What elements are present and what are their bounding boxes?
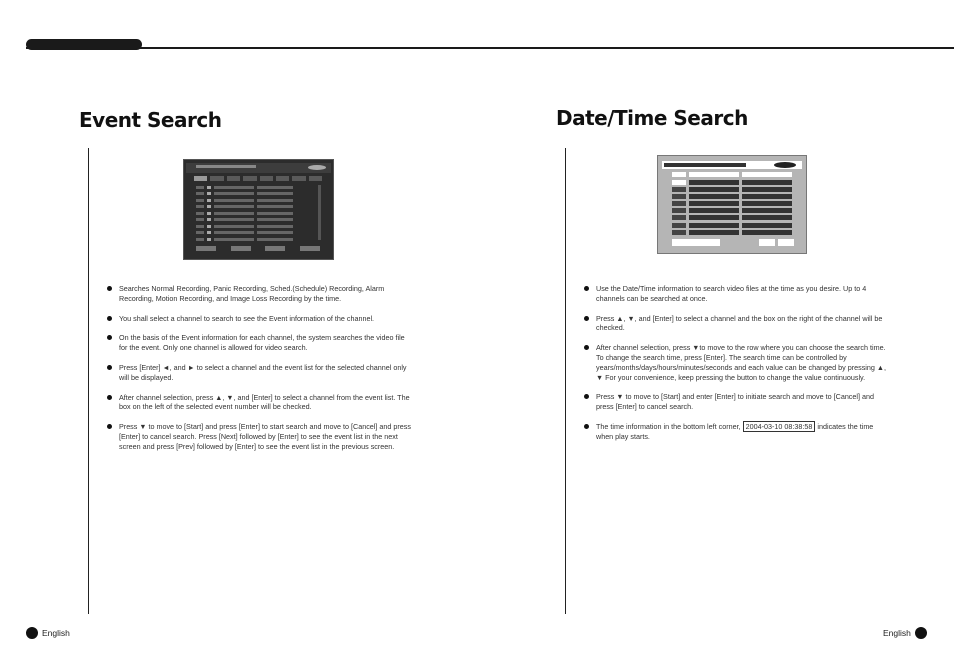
bullet-item: Press [Enter] ◄, and ► to select a channel and the event list for the selected channel only will be displayed.: [107, 363, 412, 383]
right-column-rule: [565, 148, 566, 614]
footer-language: English: [42, 628, 70, 638]
right-footer: [883, 627, 927, 639]
bullet-item: Press ▼ to move to [Start] and press [Enter] to start search and move to [Cancel] and press [Enter] to cancel search. Press [Next] followed by [Enter] to see the event list in the next screen and press [Prev] followed by [Enter] to see the event list in the previous screen.: [107, 422, 412, 451]
date-time-search-title: Date/Time Search: [556, 106, 748, 130]
bullet-item: The time information in the bottom left corner, 2004-03-10 08:38:58 indicates the time when play starts.: [584, 422, 890, 442]
bullet-item: After channel selection, press ▲, ▼, and [Enter] to select a channel from the event list. The box on the left of the selected event number will be checked.: [107, 393, 412, 413]
list-scrollbar: [318, 185, 321, 240]
bullet-item: Press ▼ to move to [Start] and enter [Enter] to initiate search and move to [Cancel] and press [Enter] to cancel search.: [584, 392, 890, 412]
event-search-bullets: [107, 284, 412, 462]
bullet-item: Searches Normal Recording, Panic Recording, Sched.(Schedule) Recording, Alarm Recording, Motion Recording, and Image Loss Recording by the time.: [107, 284, 412, 304]
date-time-search-bullets: [584, 284, 890, 452]
samsung-logo-icon: [308, 165, 326, 170]
bullet-item: On the basis of the Event information for each channel, the system searches the video file for the event. Only one channel is allowed for video search.: [107, 333, 412, 353]
screenshot-columns: [672, 172, 792, 177]
screenshot-buttons: [196, 246, 320, 251]
event-list: [196, 185, 318, 244]
screenshot-header: [662, 161, 802, 169]
bullet-item: You shall select a channel to search to see the Event information of the channel.: [107, 314, 412, 324]
left-column-rule: [88, 148, 89, 614]
event-search-screenshot: [183, 159, 334, 260]
left-footer: [26, 627, 70, 639]
date-time-search-screenshot: [657, 155, 807, 254]
screenshot-header: [186, 163, 331, 173]
channel-rows: [672, 180, 792, 237]
header-rule: [26, 47, 954, 49]
time-indicator-box: 2004-03-10 08:38:58: [743, 421, 816, 432]
footer-language: English: [883, 628, 911, 638]
event-search-title: Event Search: [79, 108, 222, 132]
page-marker-icon: [26, 627, 38, 639]
bullet-item: Use the Date/Time information to search video files at the time as you desire. Up to 4 channels can be searched at once.: [584, 284, 890, 304]
bullet-item: Press ▲, ▼, and [Enter] to select a channel and the box on the right of the channel will be checked.: [584, 314, 890, 334]
page-marker-icon: [915, 627, 927, 639]
channel-tabs: [194, 176, 322, 181]
samsung-logo-icon: [774, 162, 796, 168]
bullet-item: After channel selection, press ▼to move to the row where you can choose the search time. To change the search time, press [Enter]. The search time can be controlled by years/months/days/hours/minutes/seconds and each value can be changed by pressing ▲, ▼ For your convenience, keep pressing the button to change the value continuously.: [584, 343, 890, 382]
screenshot-bottom-bar: [672, 239, 794, 246]
